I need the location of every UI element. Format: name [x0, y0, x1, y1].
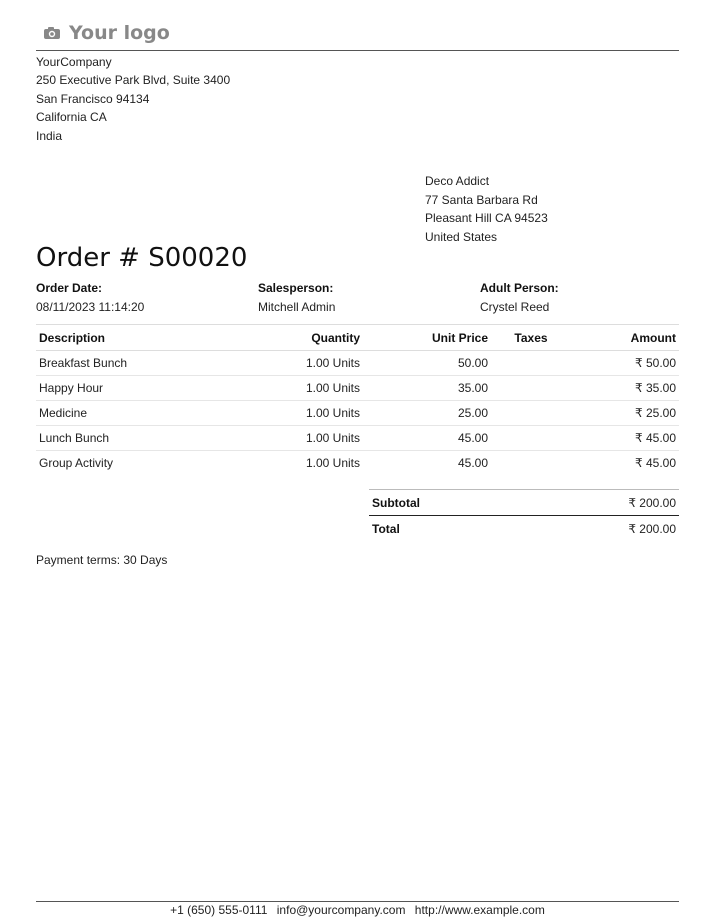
row-description: Breakfast Bunch [36, 351, 239, 376]
row-quantity: 1.00 Units [239, 376, 363, 401]
row-unit-price: 45.00 [457, 456, 488, 470]
adult-person-label: Adult Person: [480, 281, 559, 295]
total-value: ₹ 200.00 [628, 521, 676, 536]
row-amount: ₹ 50.00 [571, 351, 679, 376]
subtotal-label: Subtotal [372, 495, 420, 510]
table-row [36, 351, 679, 376]
subtotal-value: ₹ 200.00 [628, 495, 676, 510]
row-unit-price: 25.00 [363, 401, 491, 426]
customer-country: United States [425, 229, 498, 244]
footer-website[interactable]: http://www.example.com [414, 903, 545, 917]
row-description: Group Activity [39, 456, 114, 470]
header-unit-price: Unit Price [363, 325, 491, 351]
row-quantity: 1.00 Units [305, 456, 360, 470]
row-amount: ₹ 35.00 [571, 376, 679, 401]
company-address [36, 53, 230, 145]
table-row [36, 376, 679, 401]
row-quantity: 1.00 Units [239, 351, 363, 376]
company-name: YourCompany [36, 55, 112, 69]
row-amount: ₹ 45.00 [571, 426, 679, 451]
row-unit-price: 35.00 [363, 376, 491, 401]
salesperson-block [258, 281, 335, 314]
footer-divider [36, 901, 679, 902]
company-logo [43, 22, 170, 44]
row-description: Happy Hour [36, 376, 239, 401]
salesperson-value: Mitchell Admin [258, 300, 336, 314]
header-quantity: Quantity [239, 325, 363, 351]
row-taxes [491, 451, 571, 476]
row-description: Lunch Bunch [36, 426, 239, 451]
totals-block [369, 489, 679, 541]
row-description: Medicine [36, 401, 239, 426]
company-city-zip: San Francisco 94134 [36, 91, 150, 106]
row-amount: ₹ 45.00 [635, 456, 676, 470]
footer-phone: +1 (650) 555-0111 [170, 903, 268, 917]
order-date-block [36, 281, 144, 314]
adult-person-block [480, 281, 559, 314]
row-quantity: 1.00 Units [239, 426, 363, 451]
logo-text: Your logo [69, 22, 170, 44]
customer-city-zip: Pleasant Hill CA 94523 [425, 211, 548, 226]
order-date-value: 08/11/2023 11:14:20 [36, 300, 145, 314]
footer-email[interactable]: info@yourcompany.com [276, 903, 406, 917]
order-title: Order # S00020 [36, 243, 248, 273]
company-street: 250 Executive Park Blvd, Suite 3400 [36, 73, 231, 88]
row-taxes [491, 351, 571, 376]
total-label: Total [372, 521, 400, 536]
header-taxes: Taxes [491, 325, 571, 351]
footer [36, 903, 679, 917]
subtotal-row [369, 489, 679, 515]
salesperson-label: Salesperson: [258, 281, 334, 295]
table-row [36, 426, 679, 451]
total-row [369, 515, 679, 541]
row-unit-price: 50.00 [363, 351, 491, 376]
camera-icon [43, 26, 61, 40]
adult-person-value: Crystel Reed [480, 300, 550, 314]
row-taxes [491, 401, 571, 426]
company-country: India [36, 128, 63, 143]
header-description: Description [36, 325, 239, 351]
row-quantity: 1.00 Units [239, 401, 363, 426]
table-header-row [36, 325, 679, 351]
row-amount: ₹ 25.00 [571, 401, 679, 426]
table-row [36, 401, 679, 426]
table-row [36, 451, 679, 476]
header-divider [36, 50, 679, 51]
order-date-label: Order Date: [36, 281, 103, 295]
payment-terms: Payment terms: 30 Days [36, 553, 168, 567]
company-state: California CA [36, 110, 107, 125]
customer-street: 77 Santa Barbara Rd [425, 192, 538, 207]
customer-address [425, 172, 548, 246]
row-taxes [491, 376, 571, 401]
row-unit-price: 45.00 [363, 426, 491, 451]
customer-name: Deco Addict [425, 174, 490, 188]
row-taxes [491, 426, 571, 451]
order-lines-table [36, 324, 679, 475]
header-amount: Amount [571, 325, 679, 351]
